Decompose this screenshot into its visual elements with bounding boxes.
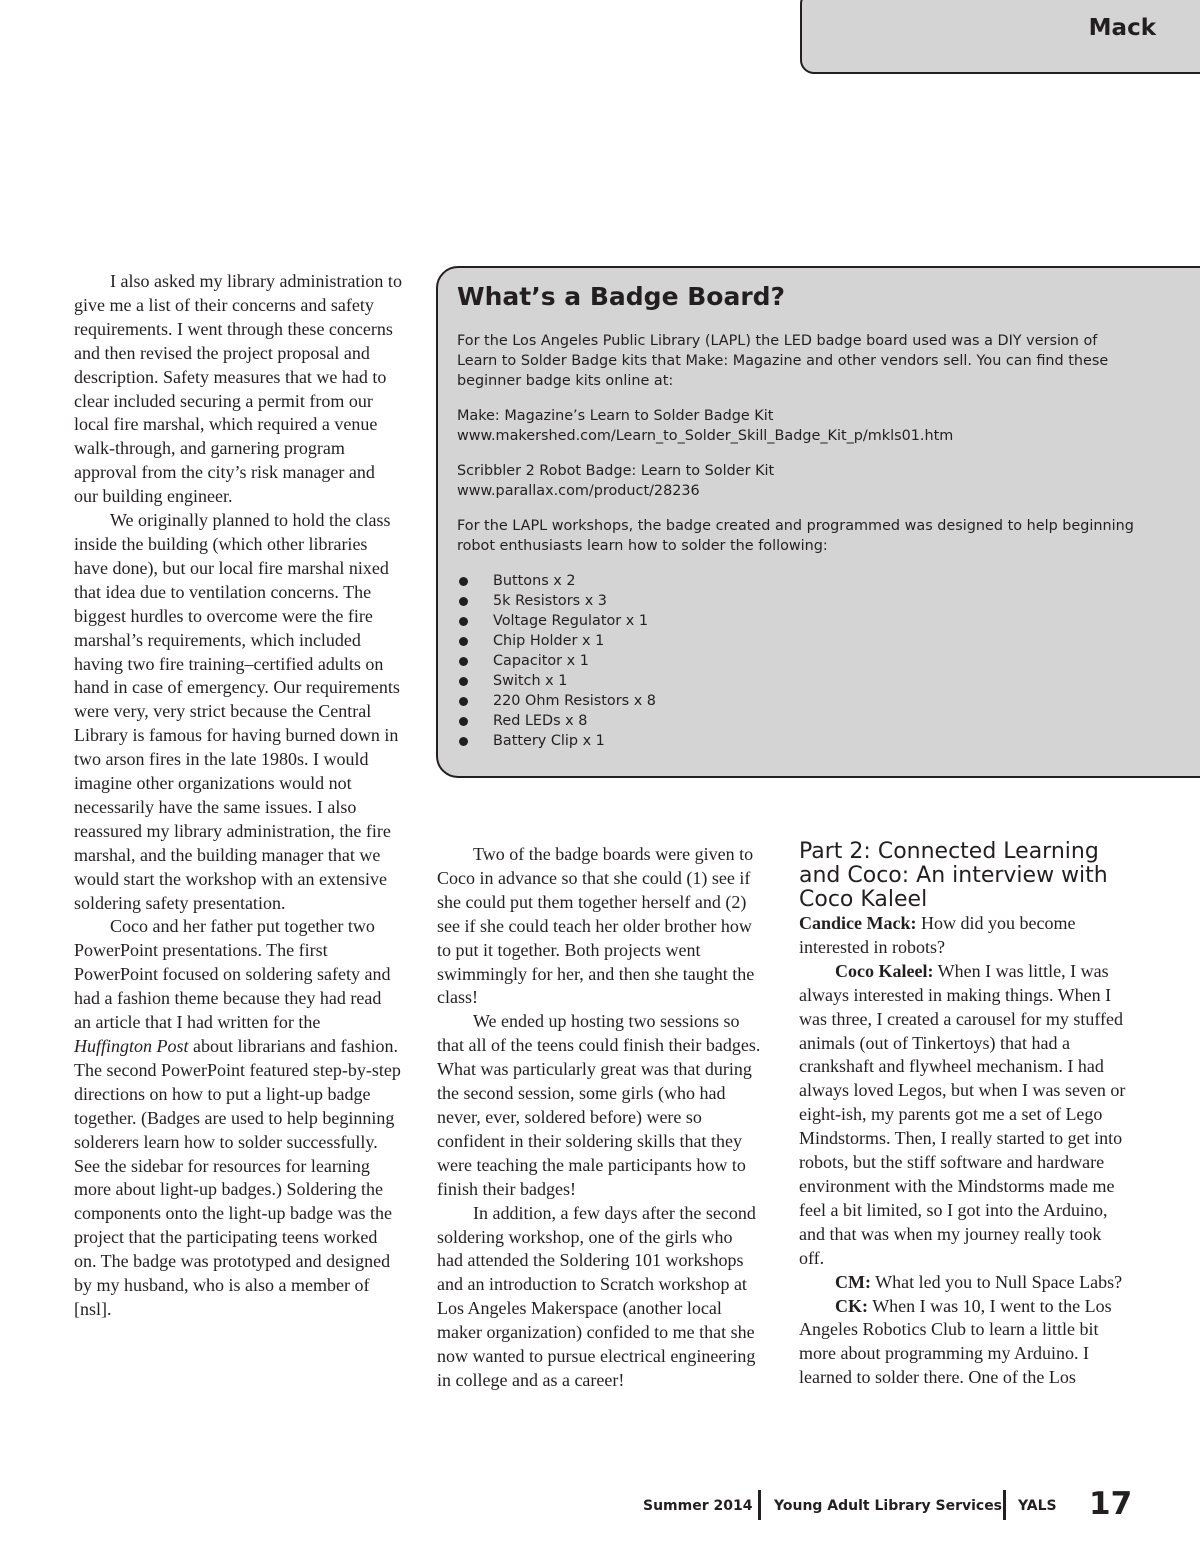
list-item xyxy=(457,651,1137,671)
answer-text: When I was little, I was always interested in making things. When I was three, I created a carousel for my stuffed animals (out of Tinkertoys) that had a crankshaft and flywheel mechanism. I had always loved Legos, but when I was seven or eight-ish, my parents got me a set of Lego Mindstorms. Then, I really started to get into robots, but the stiff software and hardware environment with the Mindstorms made me feel a bit limited, so I got into the Arduino, and that was when my journey really took off. xyxy=(799,960,1126,1268)
page-number: 17 xyxy=(1089,1486,1133,1522)
list-item-label: Red LEDs x 8 xyxy=(493,713,588,729)
paragraph: In addition, a few days after the second soldering workshop, one of the girls who had attended the Soldering 101 workshops and an introduction to Scratch workshop at Los Angeles Makerspace (another local maker organization) confided to me that she now wanted to pursue electrical engineering in college and as a career! xyxy=(437,1202,756,1390)
list-item xyxy=(457,591,1137,611)
bullet-icon xyxy=(459,577,468,586)
list-item xyxy=(457,711,1137,731)
paragraph xyxy=(74,915,402,1321)
header-tab xyxy=(800,0,1200,74)
running-head-author: Mack xyxy=(1088,15,1156,41)
sidebar-box xyxy=(436,266,1200,778)
list-item-label: Chip Holder x 1 xyxy=(493,633,605,649)
kit-name: Make: Magazine’s Learn to Solder Badge Kit xyxy=(457,408,774,424)
speaker-name: Candice Mack: xyxy=(799,913,917,933)
publication-title: Huffington Post xyxy=(74,1036,189,1056)
footer-divider xyxy=(1003,1490,1006,1520)
interview-answer xyxy=(799,960,1129,1271)
sidebar-workshop-text: For the LAPL workshops, the badge created and programmed was designed to help beginning robot enthusiasts learn how to solder the following: xyxy=(457,518,1134,554)
right-column xyxy=(799,840,1129,1390)
paragraph: I also asked my library administration to give me a list of their concerns and safety requirements. I went through these concerns and then revised the project proposal and description. Safety measures that we had to clear included securing a permit from our local fire marshal, which required a venue walk-through, and garnering program approval from the city’s risk manager and our building engineer. xyxy=(74,271,402,507)
sidebar-title: What’s a Badge Board? xyxy=(457,282,786,311)
list-item xyxy=(457,571,1137,591)
speaker-name: Coco Kaleel: xyxy=(835,960,934,981)
bullet-icon xyxy=(459,677,468,686)
paragraph: We originally planned to hold the class inside the building (which other libraries have done), but our local fire marshal nixed that idea due to ventilation concerns. The biggest hurdles to overcome were the fire marshal’s requirements, which included having two fire training–certified adults on hand in case of emergency. Our requirements were very, very strict because the Central Library is famous for having burned down in two arson fires in the late 1980s. I would imagine other organizations would not necessarily have the same issues. I also reassured my library administration, the fire marshal, and the building manager that we would start the workshop with an extensive soldering safety presentation. xyxy=(74,510,400,913)
kit-entry xyxy=(457,461,1137,501)
list-item xyxy=(457,631,1137,651)
bullet-icon xyxy=(459,597,468,606)
list-item xyxy=(457,611,1137,631)
list-item-label: 5k Resistors x 3 xyxy=(493,593,607,609)
page-footer xyxy=(600,1486,1160,1526)
kit-name: Scribbler 2 Robot Badge: Learn to Solder Kit xyxy=(457,463,775,479)
sidebar-intro: For the Los Angeles Public Library (LAPL) the LED badge board used was a DIY version of Learn to Solder Badge kits that Make: Magazine and other vendors sell. You can find these beginner badge kits online at: xyxy=(457,333,1109,389)
list-item xyxy=(457,731,1137,751)
list-item-label: Voltage Regulator x 1 xyxy=(493,613,649,629)
bullet-icon xyxy=(459,717,468,726)
sidebar-body xyxy=(457,331,1137,751)
kit-entry xyxy=(457,406,1137,446)
list-item xyxy=(457,691,1137,711)
list-item-label: Buttons x 2 xyxy=(493,573,576,589)
bullet-icon xyxy=(459,657,468,666)
paragraph: We ended up hosting two sessions so that all of the teens could finish their badges. What was particularly great was that during the second session, some girls (who had never, ever, soldered before) were so confident in their soldering skills that they were teaching the male participants how to finish their badges! xyxy=(437,1011,761,1199)
text-run: Coco and her father put together two PowerPoint presentations. The first PowerPoint focused on soldering safety and had a fashion theme because they had read an article that I had written for the xyxy=(74,916,391,1033)
footer-abbreviation: YALS xyxy=(1018,1498,1057,1514)
speaker-name: CM: xyxy=(835,1271,871,1292)
paragraph: Two of the badge boards were given to Coco in advance so that she could (1) see if she could put them together herself and (2) see if she could teach her older brother how to put it together. Both projects went swimmingly for her, and then she taught the class! xyxy=(437,844,755,1008)
kit-url: www.parallax.com/product/28236 xyxy=(457,483,700,499)
list-item-label: Switch x 1 xyxy=(493,673,568,689)
list-item xyxy=(457,671,1137,691)
bullet-icon xyxy=(459,637,468,646)
bullet-icon xyxy=(459,737,468,746)
footer-divider xyxy=(758,1490,761,1520)
footer-issue-date: Summer 2014 xyxy=(643,1498,753,1514)
list-item-label: Battery Clip x 1 xyxy=(493,733,605,749)
speaker-name: CK: xyxy=(835,1295,868,1316)
middle-column xyxy=(437,843,762,1393)
parts-list xyxy=(457,571,1137,751)
interview-question xyxy=(799,1271,1129,1295)
bullet-icon xyxy=(459,697,468,706)
kit-url: www.makershed.com/Learn_to_Solder_Skill_Badge_Kit_p/mkls01.htm xyxy=(457,428,954,444)
question-text: What led you to Null Space Labs? xyxy=(875,1271,1123,1292)
bullet-icon xyxy=(459,617,468,626)
list-item-label: Capacitor x 1 xyxy=(493,653,589,669)
question-text: How did you become interested in robots? xyxy=(799,913,1076,957)
list-item-label: 220 Ohm Resistors x 8 xyxy=(493,693,656,709)
section-heading: Part 2: Connected Learning and Coco: An interview with Coco Kaleel xyxy=(799,839,1108,912)
interview-answer xyxy=(799,1295,1129,1391)
footer-publication: Young Adult Library Services xyxy=(774,1498,1003,1514)
interview-question xyxy=(799,912,1129,960)
text-run: about librarians and fashion. The second PowerPoint featured step-by-step directions on how to put a light-up badge together. (Badges are used to help beginning solderers learn how to solder successfully. See the sidebar for resources for learning more about light-up badges.) Soldering the components onto the light-up badge was the project that the participating teens worked on. The badge was prototyped and designed by my husband, who is also a member of [nsl]. xyxy=(74,1036,401,1319)
left-column xyxy=(74,270,402,1322)
answer-text: When I was 10, I went to the Los Angeles Robotics Club to learn a little bit more about programming my Arduino. I learned to solder there. One of the Los xyxy=(799,1295,1112,1388)
